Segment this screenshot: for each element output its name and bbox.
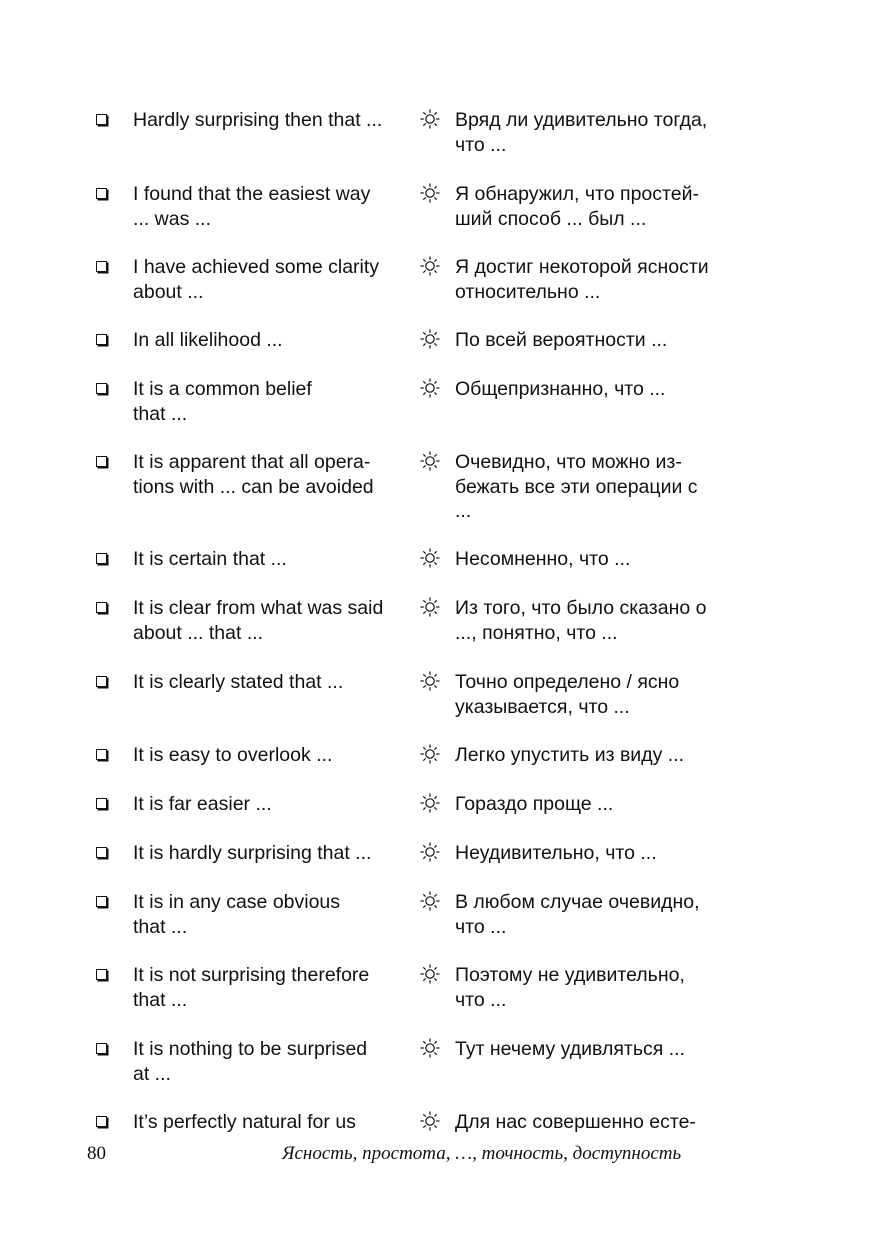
- english-phrase: It’s perfectly natural for us: [133, 1111, 356, 1133]
- sun-icon: [419, 890, 441, 912]
- checkbox-bullet-icon: [96, 334, 107, 345]
- russian-translation: Очевидно, что можно из- бежать все эти операции с ...: [455, 451, 698, 522]
- english-phrase: I have achieved some clarity about ...: [133, 256, 380, 303]
- sun-icon: [419, 450, 441, 472]
- russian-translation: Гораздо проще ...: [455, 793, 614, 815]
- sun-icon: [419, 670, 441, 692]
- checkbox-bullet-icon: [96, 188, 107, 199]
- sun-icon: [419, 377, 441, 399]
- sun-icon: [419, 1037, 441, 1059]
- russian-translation: Я обнаружил, что простей- ший способ ... был ...: [455, 183, 699, 230]
- english-phrase: It is clearly stated that ...: [133, 671, 344, 693]
- checkbox-bullet-icon: [96, 1043, 107, 1054]
- english-phrase: It is clear from what was said about ... that ...: [133, 597, 384, 644]
- english-phrase: It is apparent that all opera- tions with ... can be avoided: [133, 451, 374, 498]
- russian-translation: Я достиг некоторой ясности относительно ...: [455, 256, 709, 303]
- checkbox-bullet-icon: [96, 847, 107, 858]
- english-phrase: I found that the easiest way ... was ...: [133, 183, 371, 230]
- checkbox-bullet-icon: [96, 749, 107, 760]
- russian-translation: Из того, что было сказано о ..., понятно, что ...: [455, 597, 707, 644]
- sun-icon: [419, 841, 441, 863]
- checkbox-bullet-icon: [96, 798, 107, 809]
- checkbox-bullet-icon: [96, 553, 107, 564]
- english-phrase: It is not surprising therefore that ...: [133, 964, 370, 1011]
- english-phrase: It is a common belief that ...: [133, 378, 312, 425]
- russian-translation: В любом случае очевидно, что ...: [455, 891, 700, 938]
- checkbox-bullet-icon: [96, 114, 107, 125]
- english-phrase: Hardly surprising then that ...: [133, 109, 383, 131]
- russian-translation: Точно определено / ясно указывается, что ...: [455, 671, 680, 718]
- english-phrase: It is in any case obvious that ...: [133, 891, 341, 938]
- checkbox-bullet-icon: [96, 1116, 107, 1127]
- sun-icon: [419, 792, 441, 814]
- english-phrase: It is nothing to be surprised at ...: [133, 1038, 368, 1085]
- sun-icon: [419, 1110, 441, 1132]
- sun-icon: [419, 743, 441, 765]
- checkbox-bullet-icon: [96, 456, 107, 467]
- checkbox-bullet-icon: [96, 261, 107, 272]
- english-phrase: In all likelihood ...: [133, 329, 283, 351]
- sun-icon: [419, 963, 441, 985]
- checkbox-bullet-icon: [96, 602, 107, 613]
- page-number: 80: [87, 1143, 106, 1164]
- english-phrase: It is far easier ...: [133, 793, 272, 815]
- russian-translation: Поэтому не удивительно, что ...: [455, 964, 685, 1011]
- checkbox-bullet-icon: [96, 676, 107, 687]
- sun-icon: [419, 596, 441, 618]
- russian-translation: Вряд ли удивительно тогда, что ...: [455, 109, 708, 156]
- english-phrase: It is certain that ...: [133, 548, 287, 570]
- russian-translation: Общепризнанно, что ...: [455, 378, 666, 400]
- english-phrase: It is easy to overlook ...: [133, 744, 333, 766]
- checkbox-bullet-icon: [96, 969, 107, 980]
- checkbox-bullet-icon: [96, 896, 107, 907]
- russian-translation: По всей вероятности ...: [455, 329, 668, 351]
- sun-icon: [419, 182, 441, 204]
- russian-translation: Неудивительно, что ...: [455, 842, 657, 864]
- english-phrase: It is hardly surprising that ...: [133, 842, 372, 864]
- russian-translation: Несомненно, что ...: [455, 548, 631, 570]
- sun-icon: [419, 255, 441, 277]
- sun-icon: [419, 547, 441, 569]
- russian-translation: Тут нечему удивляться ...: [455, 1038, 685, 1060]
- sun-icon: [419, 328, 441, 350]
- checkbox-bullet-icon: [96, 383, 107, 394]
- running-title: Ясность, простота, …, точность, доступность: [282, 1143, 682, 1164]
- russian-translation: Для нас совершенно есте-: [455, 1111, 696, 1133]
- sun-icon: [419, 108, 441, 130]
- russian-translation: Легко упустить из виду ...: [455, 744, 684, 766]
